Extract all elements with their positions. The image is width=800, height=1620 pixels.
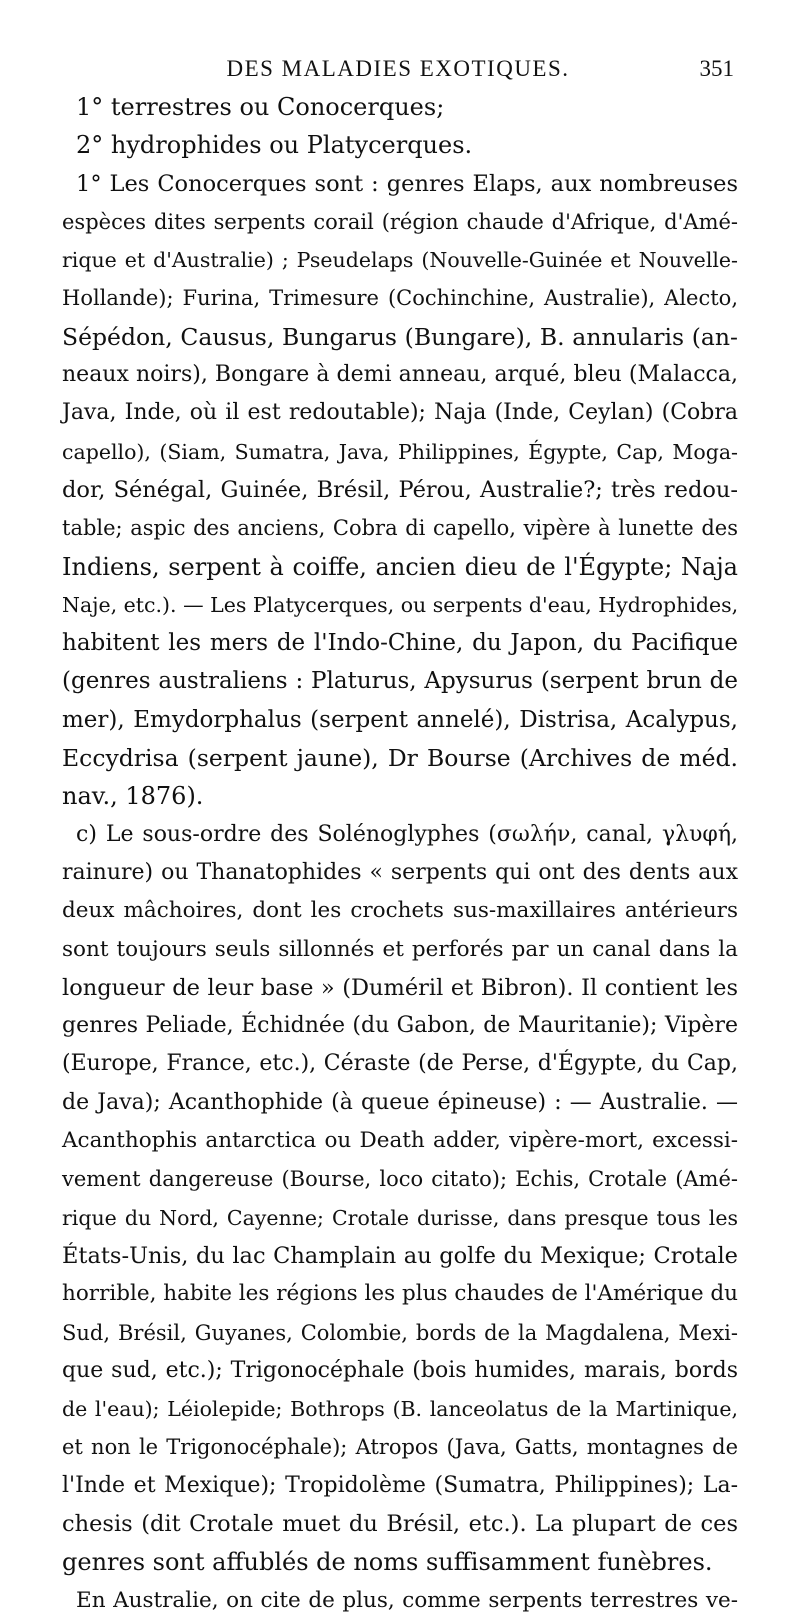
text-line: Sud, Brésil, Guyanes, Colombie, bords de la Magdalena, Mexi-	[62, 1320, 738, 1345]
text-line: sont toujours seuls sillonnés et perforés par un canal dans la	[62, 936, 738, 962]
text-line: deux mâchoires, dont les crochets sus-maxillaires antérieurs	[62, 898, 738, 924]
text-line: espèces dites serpents corail (région chaude d'Afrique, d'Amé-	[62, 209, 738, 234]
text-line: rainure) ou Thanatophides « serpents qui ont des dents aux	[62, 859, 738, 885]
text-line: rique du Nord, Cayenne; Crotale durisse, dans presque tous les	[62, 1205, 738, 1230]
text-line: En Australie, on cite de plus, comme serpents terrestres ve-	[76, 1587, 738, 1613]
text-line: de Java); Acanthophide (à queue épineuse) : — Australie. —	[62, 1089, 738, 1115]
text-line: longueur de leur base » (Duméril et Bibron). Il contient les	[62, 974, 738, 1001]
text-line: dor, Sénégal, Guinée, Brésil, Pérou, Australie?; très redou-	[62, 476, 738, 503]
text-line: horrible, habite les régions les plus chaudes de l'Amérique du	[62, 1281, 738, 1307]
text-line: que sud, etc.); Trigonocéphale (bois humides, marais, bords	[62, 1357, 738, 1383]
text-line: (genres australiens : Platurus, Apysurus (serpent brun de	[62, 668, 738, 695]
text-line: vement dangereuse (Bourse, loco citato); Echis, Crotale (Amé-	[62, 1167, 738, 1192]
text-line: 2° hydrophides ou Platycerques.	[76, 131, 473, 160]
text-line: capello), (Siam, Sumatra, Java, Philippines, Égypte, Cap, Moga-	[62, 439, 738, 464]
text-line: habitent les mers de l'Indo-Chine, du Japon, du Pacifique	[62, 630, 738, 657]
text-line: c) Le sous-ordre des Solénoglyphes (σωλήν, canal, γλυφή,	[76, 821, 738, 847]
text-line: 1° Les Conocerques sont : genres Elaps, aux nombreuses	[76, 170, 738, 197]
text-line: Indiens, serpent à coiffe, ancien dieu de l'Égypte; Naja	[62, 552, 738, 581]
body-text	[62, 88, 738, 1620]
text-line: genres sont affublés de noms suffisamment funèbres.	[62, 1548, 713, 1577]
running-head	[62, 56, 734, 86]
text-line: chesis (dit Crotale muet du Brésil, etc.). La plupart de ces	[62, 1510, 738, 1537]
text-line: genres Peliade, Échidnée (du Gabon, de Mauritanie); Vipère	[62, 1013, 738, 1039]
text-line: (Europe, France, etc.), Céraste (de Perse, d'Égypte, du Cap,	[62, 1051, 738, 1077]
text-line: rique et d'Australie) ; Pseudelaps (Nouvelle-Guinée et Nouvelle-	[62, 248, 738, 273]
text-line: 1° terrestres ou Conocerques;	[76, 93, 445, 121]
text-line: table; aspic des anciens, Cobra di capello, vipère à lunette des	[62, 516, 738, 541]
text-line: de l'eau); Léiolepide; Bothrops (B. lanceolatus de la Martinique,	[62, 1397, 738, 1422]
text-line: Naje, etc.). — Les Platycerques, ou serpents d'eau, Hydrophides,	[62, 592, 739, 617]
text-line: Hollande); Furina, Trimesure (Cochinchine, Australie), Alecto,	[62, 286, 738, 311]
text-line: Java, Inde, où il est redoutable); Naja (Inde, Ceylan) (Cobra	[62, 400, 738, 426]
text-line: et non le Trigonocéphale); Atropos (Java, Gatts, montagnes de	[62, 1435, 738, 1460]
page-number: 351	[699, 56, 734, 81]
text-line: mer), Emydorphalus (serpent annelé), Distrisa, Acalypus,	[62, 706, 738, 733]
text-line: nav., 1876).	[62, 782, 204, 811]
text-line: Acanthophis antarctica ou Death adder, vipère-mort, excessi-	[62, 1128, 738, 1154]
text-line: neaux noirs), Bongare à demi anneau, arqué, bleu (Malacca,	[62, 362, 738, 388]
text-line: États-Unis, du lac Champlain au golfe du Mexique; Crotale	[62, 1242, 738, 1269]
text-line: Eccydrisa (serpent jaune), Dr Bourse (Archives de méd.	[62, 744, 738, 773]
running-title: DES MALADIES EXOTIQUES.	[226, 56, 570, 81]
text-line: Sépédon, Causus, Bungarus (Bungare), B. annularis (an-	[62, 322, 738, 351]
text-line: l'Inde et Mexique); Tropidolème (Sumatra, Philippines); La-	[62, 1472, 738, 1498]
